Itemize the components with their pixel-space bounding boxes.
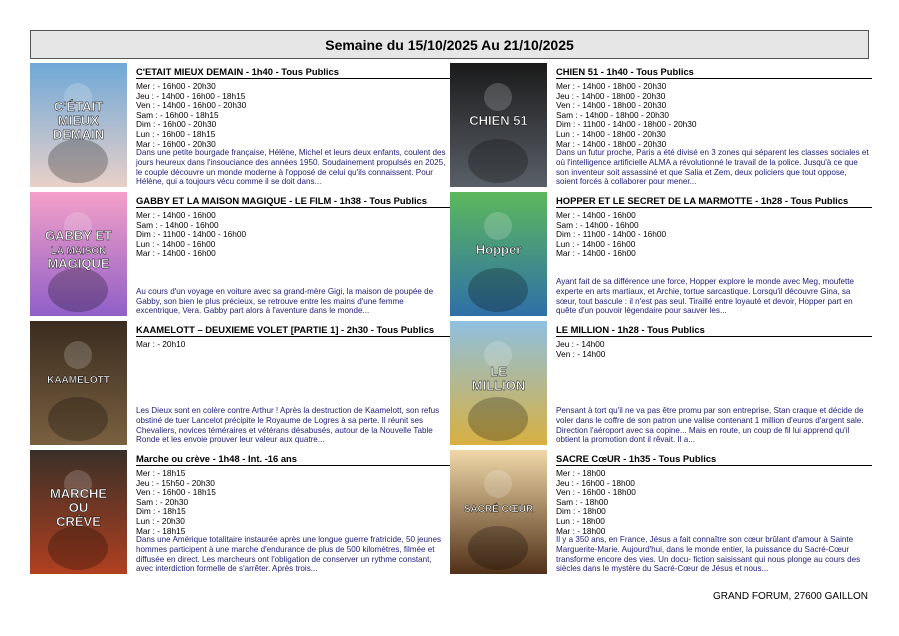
svg-text:MAGIQUE: MAGIQUE [47, 256, 110, 271]
showtime-row: Mer : - 18h00 [556, 468, 606, 478]
poster-le-million-image [450, 321, 547, 445]
showtime-row: Ven : - 14h00 - 18h00 - 20h30 [556, 100, 667, 111]
showtime-row: Dim : - 11h00 - 14h00 - 16h00 [556, 229, 667, 240]
showtime-row: Jeu : - 14h00 - 16h00 - 18h15 [136, 90, 246, 101]
showtimes-list [556, 211, 872, 259]
svg-text:C'ÉTAIT: C'ÉTAIT [53, 99, 104, 114]
svg-text:GABBY ET: GABBY ET [45, 228, 112, 243]
showtime-row: Sam : - 20h30 [136, 496, 189, 507]
movie-title: KAAMELOTT – DEUXIEME VOLET [PARTIE 1] - 2h30 - Tous Publics [136, 324, 452, 337]
showtimes-list [556, 82, 872, 149]
movie-title: HOPPER ET LE SECRET DE LA MARMOTTE - 1h28 - Tous Publics [556, 195, 872, 208]
svg-text:MIEUX: MIEUX [57, 113, 100, 128]
movie-title: CHIEN 51 - 1h40 - Tous Publics [556, 66, 872, 79]
movie-synopsis: Les Dieux sont en colère contre Arthur ! Après la destruction de Kaamelott, son refus obstiné de tuer Lancelot précipite le Royaume de Logres à sa perte. Il réunit ses Chevaliers, novices téméraires et vétérans désabusés, autour de la Nouvelle Table Ronde et les envoie prouver leur valeur aux quatre... [136, 406, 440, 445]
svg-text:LE: LE [490, 364, 507, 379]
showtimes-list [136, 340, 452, 350]
showtimes-list [136, 82, 452, 149]
poster-sacre-coeur-image [450, 450, 547, 574]
poster-marche-ou-creve-image [30, 450, 127, 574]
showtime-row: Sam : - 18h00 [556, 496, 609, 507]
showtime-row: Dim : - 16h00 - 20h30 [136, 119, 217, 130]
svg-text:DEMAIN: DEMAIN [52, 127, 105, 142]
movie-synopsis: Au cours d'un voyage en voiture avec sa grand-mère Gigi, la maison de poupée de Gabby, son bien le plus précieux, se retrouve entre les mains d'une femme excentrique, Vera. Gabby part alors à l'aventure dans le monde... [136, 286, 434, 316]
svg-text:LA MAISON: LA MAISON [50, 246, 107, 257]
showtime-row: Dim : - 11h00 - 14h00 - 18h00 - 20h30 [556, 119, 697, 130]
showtime-row: Sam : - 14h00 - 16h00 [136, 219, 219, 230]
showtime-row: Dim : - 18h15 [136, 506, 186, 517]
movie-info [556, 192, 872, 318]
showtime-row: Mer : - 16h00 - 20h30 [136, 81, 216, 91]
showtime-row: Ven : - 14h00 [556, 348, 606, 359]
movie-card [450, 63, 870, 189]
showtime-row: Sam : - 14h00 - 16h00 [556, 219, 639, 230]
movie-synopsis: Pensant à tort qu'il ne va pas être promu par son entreprise, Stan craque et décide de voler dans le coffre de son patron une valise contenant 1 million d'euros d'argent sale. Direction l'aéroport avec sa copine... Mais en route, un coup de fil lui apprend qu'il obtient la promotion dont il rêvait. Il a... [556, 406, 864, 445]
movie-info [556, 321, 872, 447]
movie-card [450, 321, 870, 447]
showtime-row: Dim : - 11h00 - 14h00 - 16h00 [136, 229, 247, 240]
showtime-row: Ven : - 14h00 - 16h00 - 20h30 [136, 100, 247, 111]
movie-card [30, 321, 450, 447]
week-header [30, 30, 869, 59]
svg-text:OU: OU [68, 500, 89, 515]
movie-card [30, 450, 450, 576]
movie-info [556, 63, 872, 189]
showtime-row: Ven : - 16h00 - 18h15 [136, 487, 216, 498]
poster-hopper-image [450, 192, 547, 316]
movie-synopsis: Il y a 350 ans, en France, Jésus a fait connaître son cœur brûlant d'amour à Sainte Marguerite-Marie. Aujourd'hui, dans le monde entier, la puissance du Sacré-Cœur transforme encore des vies. Un docu- fiction saisissant qui nous plonge au cours des siècles dans le mystère du Sacré-Cœur de Jésus et nous... [556, 535, 861, 574]
showtime-row: Ven : - 16h00 - 18h00 [556, 487, 636, 498]
poster-gabby-image [30, 192, 127, 316]
movie-info [136, 192, 452, 318]
week-title: Semaine du 15/10/2025 Au 21/10/2025 [325, 36, 574, 53]
movie-title: LE MILLION - 1h28 - Tous Publics [556, 324, 872, 337]
svg-text:CRÈVE: CRÈVE [56, 514, 101, 529]
svg-text:CHIEN 51: CHIEN 51 [469, 113, 528, 128]
showtime-row: Mar : - 18h00 [556, 525, 606, 536]
poster-chien-51-image [450, 63, 547, 187]
movie-synopsis: Dans une petite bourgade française, Hélène, Michel et leurs deux enfants, coulent des jours heureux dans l'insouciance des années 1950. Soudainement propulsés en 2025, le couple découvre un monde moderne à l'opposé de celui qu'ils connaissent. Pour Hélène, qui a toujours vécu comme il se doit dans... [136, 148, 446, 187]
movie-title: GABBY ET LA MAISON MAGIQUE - LE FILM - 1h38 - Tous Publics [136, 195, 452, 208]
movie-title: SACRE CœUR - 1h35 - Tous Publics [556, 453, 872, 466]
poster-cetait-mieux-demain-image [30, 63, 127, 187]
showtimes-list [136, 469, 452, 536]
showtime-row: Mer : - 14h00 - 18h00 - 20h30 [556, 81, 667, 91]
showtimes-list [556, 340, 872, 359]
svg-text:Hopper: Hopper [475, 242, 522, 257]
showtime-row: Sam : - 16h00 - 18h15 [136, 109, 219, 120]
movie-info [556, 450, 872, 576]
showtime-row: Lun : - 18h00 [556, 515, 605, 526]
poster-kaamelott-image [30, 321, 127, 445]
showtime-row: Mar : - 14h00 - 16h00 [136, 248, 216, 259]
showtime-row: Lun : - 16h00 - 18h15 [136, 128, 216, 139]
showtime-row: Dim : - 18h00 [556, 506, 606, 517]
movie-card [30, 192, 450, 318]
showtime-row: Mar : - 18h15 [136, 525, 186, 536]
movie-card [450, 192, 870, 318]
movie-info [136, 450, 452, 576]
movie-synopsis: Dans une Amérique totalitaire instaurée après une longue guerre fratricide, 50 jeunes hommes participent à une marche d'endurance de plus de 500 kilomètres, filmée et diffusée en direct. Les marcheurs ont l'obligation de conserver un rythme constant, avec interdiction formelle de s'arrêter. Après trois... [136, 535, 442, 574]
showtime-row: Jeu : - 15h50 - 20h30 [136, 477, 215, 488]
showtime-row: Lun : - 20h30 [136, 515, 185, 526]
movie-synopsis: Dans un futur proche, Paris a été divisé en 3 zones qui séparent les classes sociales et où l'intelligence artificielle ALMA a révolutionné le travail de la police. Jusqu'à ce que son inventeur soit assassiné et que Salia et Zem, deux policiers que tout oppose, soient forcés à collaborer pour mener... [556, 148, 869, 187]
showtime-row: Lun : - 14h00 - 16h00 [136, 238, 216, 249]
showtime-row: Mer : - 18h15 [136, 468, 186, 478]
movie-title: C'ETAIT MIEUX DEMAIN - 1h40 - Tous Publics [136, 66, 452, 79]
movie-info [136, 63, 452, 189]
showtime-row: Mar : - 16h00 - 20h30 [136, 138, 216, 149]
showtime-row: Mar : - 20h10 [136, 339, 186, 349]
showtime-row: Mar : - 14h00 - 18h00 - 20h30 [556, 138, 667, 149]
movie-card [30, 63, 450, 189]
showtime-row: Lun : - 14h00 - 16h00 [556, 238, 636, 249]
showtime-row: Sam : - 14h00 - 18h00 - 20h30 [556, 109, 670, 120]
venue-footer: GRAND FORUM, 27600 GAILLON [712, 591, 868, 602]
showtime-row: Mer : - 14h00 - 16h00 [556, 210, 636, 220]
movie-card [450, 450, 870, 576]
showtime-row: Lun : - 14h00 - 18h00 - 20h30 [556, 128, 666, 139]
movie-title: Marche ou crève - 1h48 - Int. -16 ans [136, 453, 452, 466]
svg-text:MARCHE: MARCHE [49, 486, 108, 501]
showtimes-list [136, 211, 452, 259]
svg-text:KAAMELOTT: KAAMELOTT [47, 375, 110, 386]
showtimes-list [556, 469, 872, 536]
svg-text:MILLION: MILLION [471, 378, 526, 393]
svg-text:SACRÉ CŒUR: SACRÉ CŒUR [463, 504, 534, 515]
showtime-row: Jeu : - 14h00 - 18h00 - 20h30 [556, 90, 666, 101]
movie-synopsis: Ayant fait de sa différence une force, Hopper explore le monde avec Meg, moufette experte en arts martiaux, et Archie, tortue sarcastique. Lorsqu'il découvre Gina, sa sœur, tout bascule : il n'est pas seul. Tiraillé entre loyauté et devoir, Hopper part en quête d'un pouvoir légendaire pour sauver les... [556, 277, 854, 316]
showtime-row: Jeu : - 14h00 [556, 339, 605, 349]
showtime-row: Jeu : - 16h00 - 18h00 [556, 477, 635, 488]
showtime-row: Mer : - 14h00 - 16h00 [136, 210, 216, 220]
showtime-row: Mar : - 14h00 - 16h00 [556, 248, 636, 259]
movie-info [136, 321, 452, 447]
